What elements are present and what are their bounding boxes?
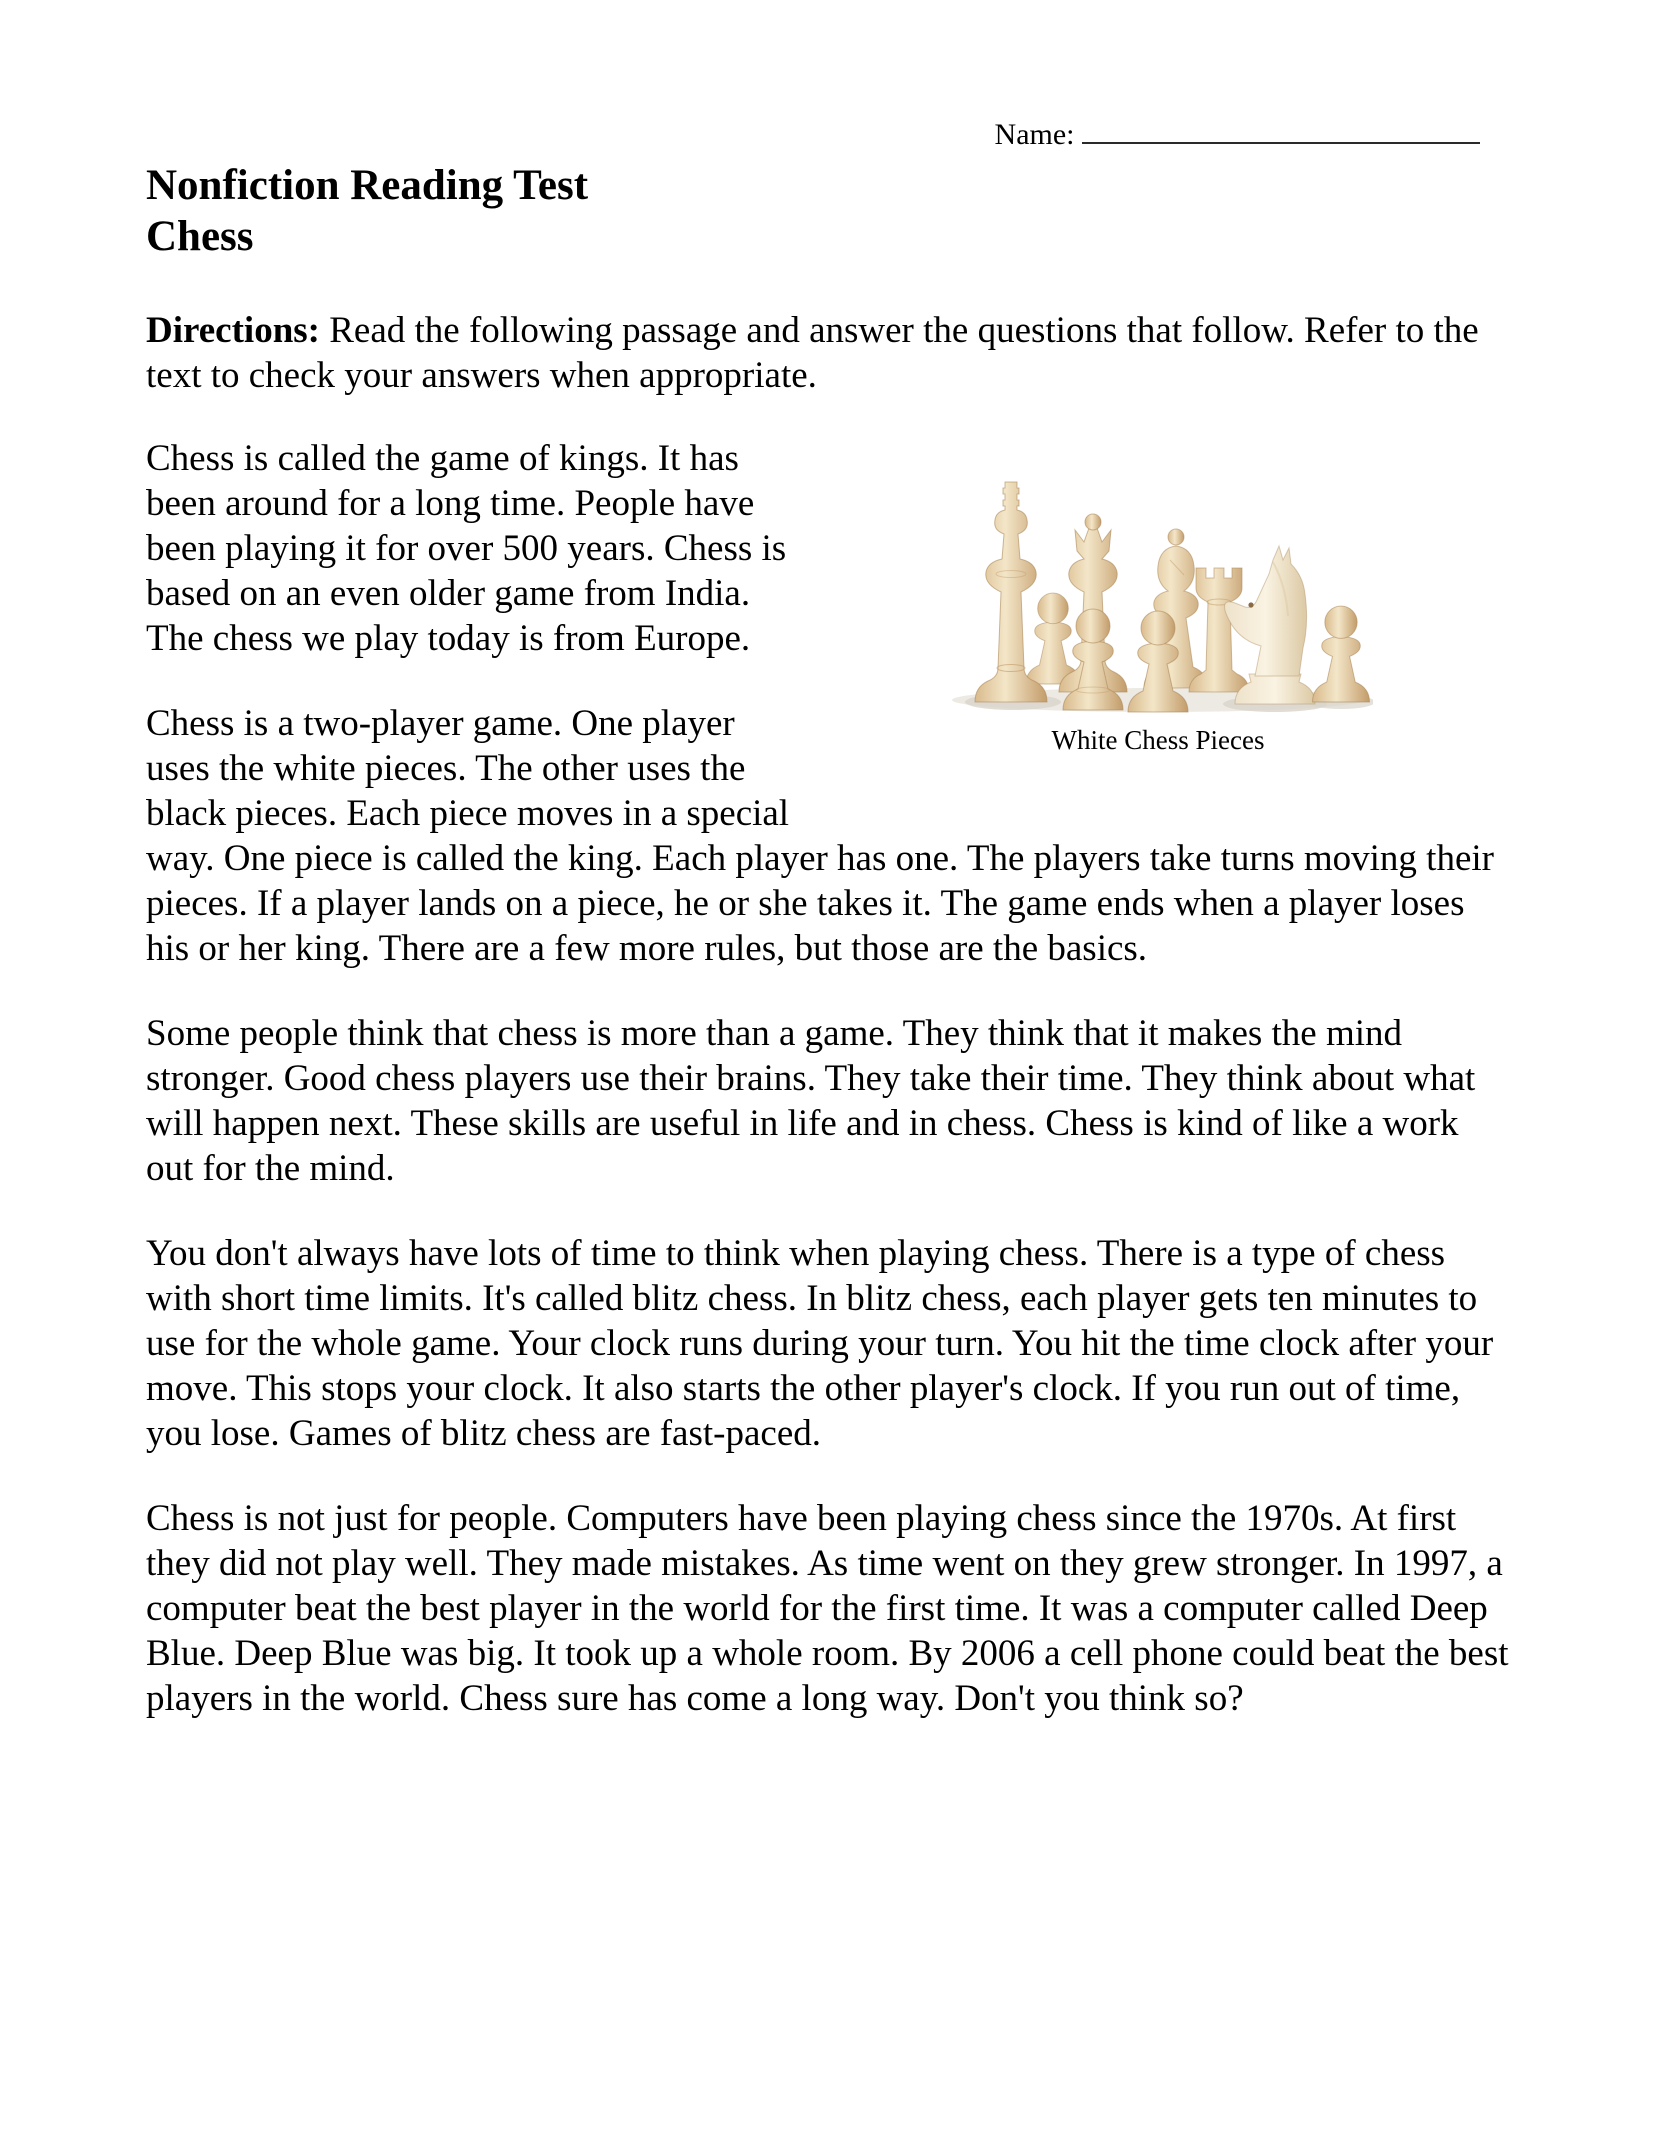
figure-caption: White Chess Pieces [1051, 725, 1265, 755]
page-title: Nonfiction Reading Test [146, 162, 589, 209]
directions [146, 308, 1512, 398]
name-row [146, 0, 1512, 154]
white-chess-pieces-image [943, 436, 1373, 714]
name-label: Name: [994, 118, 1075, 151]
passage-paragraph-3: Some people think that chess is more than a game. They think that it makes the mind stronger. Good chess players use their brains. They take their time. They think about what will happen next. These skills are useful in life and in chess. Chess is kind of like a work out for the mind. [146, 1013, 1476, 1189]
passage-paragraph-1: Chess is called the game of kings. It has been around for a long time. People have been playing it for over 500 years. Chess is based on an even older game from India. The chess we play today is from Europe. [146, 438, 787, 659]
passage-paragraph-4: You don't always have lots of time to think when playing chess. There is a type of chess with short time limits. It's called blitz chess. In blitz chess, each player gets ten minutes to use for the whole game. Your clock runs during your turn. You hit the time clock after your move. This stops your clock. It also starts the other player's clock. If you run out of time, you lose. Games of blitz chess are fast-paced. [146, 1233, 1494, 1454]
passage-paragraph-2: Chess is a two-player game. One player uses the white pieces. The other uses the black pieces. Each piece moves in a special way. One piece is called the king. Each player has one. The players take turns moving their pieces. If a player lands on a piece, he or she takes it. The game ends when a player loses his or her king. There are a few more rules, but those are the basics. [146, 703, 1494, 969]
passage [146, 436, 1512, 1721]
directions-text: Read the following passage and answer the questions that follow. Refer to the text to check your answers when appropriate. [146, 310, 1479, 396]
passage-paragraph-5: Chess is not just for people. Computers have been playing chess since the 1970s. At first they did not play well. They made mistakes. As time went on they grew stronger. In 1997, a computer beat the best player in the world for the first time. It was a computer called Deep Blue. Deep Blue was big. It took up a whole room. By 2006 a cell phone could beat the best players in the world. Chess sure has come a long way. Don't you think so? [146, 1498, 1509, 1719]
page-subtitle: Chess [146, 213, 254, 260]
name-blank-line[interactable] [1082, 112, 1480, 144]
directions-label: Directions: [146, 310, 320, 351]
chess-figure [804, 436, 1512, 815]
title-block [146, 160, 1512, 262]
